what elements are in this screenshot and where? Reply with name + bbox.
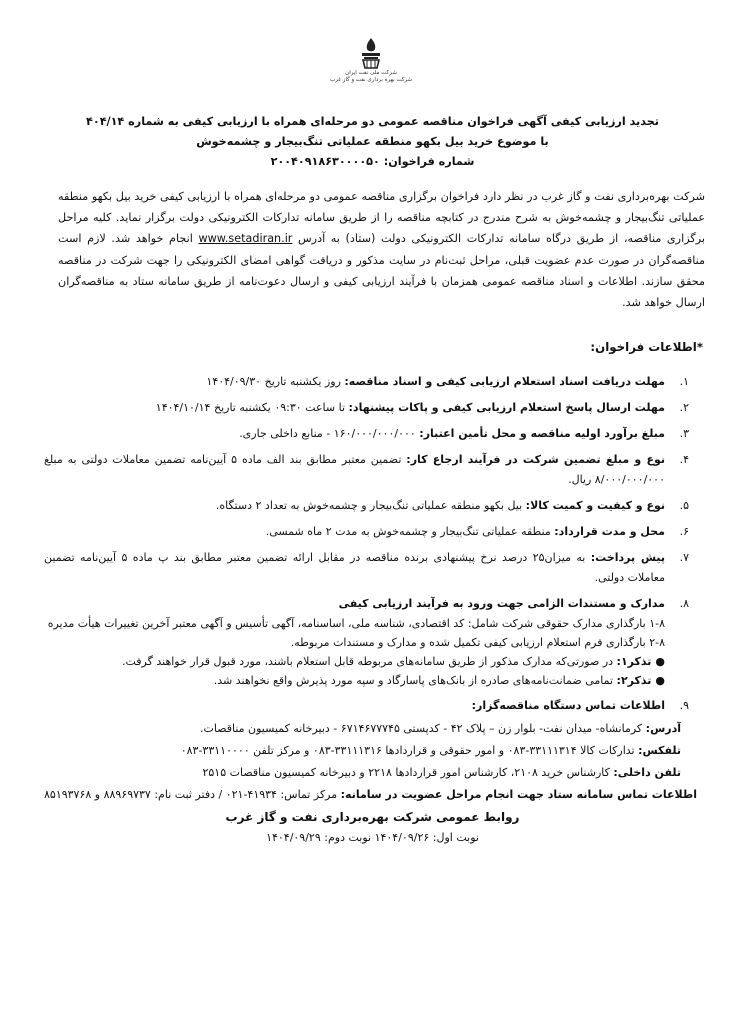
section-heading: *اطلاعات فراخوان: [590, 340, 703, 354]
title-line-2: با موضوع خرید بیل بکهو منطقه عملیاتی تنگ‌بیجار و چشمه‌خوش [196, 135, 549, 148]
item-label: نوع و کیفیت و کمیت کالا: [525, 499, 665, 512]
note-text: تمامی ضمانت‌نامه‌های صادره از بانک‌های پاسارگاد و سپه مورد پذیرش واقع نخواهند شد. [213, 674, 617, 687]
item-number: ۵. [679, 499, 689, 512]
item-number: ۸. [679, 597, 689, 610]
item-label: مهلت دریافت اسناد استعلام ارزیابی کیفی و اسناد مناقصه: [344, 375, 665, 388]
item-number: ۹. [679, 699, 689, 712]
item-number: ۲. [679, 401, 689, 414]
title-block [60, 112, 685, 172]
note-2 [44, 671, 665, 690]
list-item [44, 372, 703, 392]
item-number: ۱. [679, 375, 689, 388]
list-item [44, 398, 703, 418]
item-text: بیل بکهو منطقه عملیاتی تنگ‌بیجار و چشمه‌خوش به تعداد ۲ دستگاه. [215, 499, 526, 512]
title-line-1: تجدید ارزیابی کیفی آگهی فراخوان مناقصه عمومی دو مرحله‌ای همراه با ارزیابی کیفی به شماره ۴۰۴/۱۴ [86, 115, 659, 128]
item-text: ۱۶۰/۰۰۰/۰۰۰/۰۰۰ - منابع داخلی جاری. [239, 427, 420, 440]
list-item [44, 594, 703, 614]
item-number: ۶. [679, 525, 689, 538]
list-item [44, 424, 703, 444]
item-text: روز یکشنبه تاریخ ۱۴۰۴/۰۹/۳۰ [206, 375, 345, 388]
contact-heading: اطلاعات تماس دستگاه مناقصه‌گزار: [471, 699, 665, 712]
item-text: به میزان۲۵ درصد نرخ پیشنهادی برنده مناقصه در مقابل ارائه تضمین معتبر مطابق بند پ ماده ۵ آیین‌نامه تضمین معاملات دولتی. [44, 551, 665, 584]
item-label: مهلت ارسال پاسخ استعلام ارزیابی کیفی و پاکات پیشنهاد: [348, 401, 665, 414]
setad-website-link[interactable]: www.setadiran.ir [198, 232, 293, 246]
contact-phone: تلفکس: تدارکات کالا ۳۳۱۱۱۳۱۴-۰۸۳ و امور حقوقی و قراردادها ۳۳۱۱۱۳۱۶-۰۸۳ و مرکز تلفن ۳۳۱۱۰۰۰۰-۰۸۳ [180, 744, 681, 757]
item-label: نوع و مبلغ تضمین شرکت در فرآیند ارجاع کار: [406, 453, 665, 466]
list-item [44, 496, 703, 516]
publication-dates: نوبت اول: ۱۴۰۴/۰۹/۲۶ نوبت دوم: ۱۴۰۴/۰۹/۲۹ [266, 831, 479, 844]
item-number: ۳. [679, 427, 689, 440]
list-item [44, 696, 703, 716]
portal-contact: اطلاعات تماس سامانه ستاد جهت انجام مراحل عضویت در سامانه: مرکز تماس: ۴۱۹۳۴-۰۲۱ / دفتر ثبت نام: ۸۸۹۶۹۷۳۷ و ۸۵۱۹۳۷۶۸ [44, 788, 697, 801]
note-1 [44, 652, 665, 671]
item-text: منطقه عملیاتی تنگ‌بیجار و چشمه‌خوش به مدت ۲ ماه شمسی. [265, 525, 555, 538]
list-item [44, 450, 703, 490]
intro-text-2: انجام خواهد شد. لازم است مناقصه‌گران در صورت عدم عضویت قبلی، مراحل ثبت‌نام در سایت مذکور و دریافت گواهی امضای الکترونیکی را جهت شرکت در مناقصه محقق سازند. اطلاعات و اسناد مناقصه عمومی همزمان با فرآیند ارزیابی کیفی و ارسال دعوت‌نامه از طریق سامانه ستاد به مناقصه‌گران ارسال خواهد شد. [58, 232, 705, 310]
bullet-icon: ● [655, 674, 665, 687]
doc-requirement-1: ۱-۸ بارگذاری مدارک حقوقی شرکت شامل: کد اقتصادی، شناسه ملی، اساسنامه، آگهی تأسیس و آگهی معتبر آخرین تغییرات هیأت مدیره [47, 617, 665, 630]
logo-line-1: شرکت ملی نفت ایران [345, 70, 397, 76]
doc-requirement-2: ۲-۸ بارگذاری فرم استعلام ارزیابی کیفی تکمیل شده و مدارک و مستندات مربوطه. [290, 636, 665, 649]
call-number: شماره فراخوان: ۲۰۰۴۰۹۱۸۶۳۰۰۰۰۵۰ [270, 155, 475, 168]
list-item [44, 548, 703, 588]
info-list [44, 372, 703, 805]
item-text: تضمین معتبر مطابق بند الف ماده ۵ آیین‌نامه تضمین معاملات دولتی به مبلغ ۸/۰۰۰/۰۰۰/۰۰۰ ریال. [44, 453, 665, 486]
contact-extension: تلفن داخلی: کارشناس خرید ۲۱۰۸، کارشناس امور قراردادها ۲۲۱۸ و دبیرخانه کمیسیون مناقصات ۲۵۱۵ [202, 766, 681, 779]
intro-text-1: شرکت بهره‌برداری نفت و گاز غرب در نظر دارد فراخوان برگزاری مناقصه عمومی دو مرحله‌ای همراه با ارزیابی کیفی خرید بیل بکهو منطقه عملیاتی تنگ‌بیجار و چشمه‌خوش به شرح مندرج در کتابچه مناقصه را از طریق سامانه تدارکات الکترونیکی دولت برگزار نماید. کلیه مراحل برگزاری مناقصه، از طریق درگاه سامانه تدارکات الکترونیکی دولت (ستاد) به آدرس [58, 190, 705, 246]
item-label: مبلغ برآورد اولیه مناقصه و محل تأمین اعتبار: [419, 427, 665, 440]
note-label: تذکر۱: [616, 655, 652, 668]
item-label: محل و مدت قرارداد: [554, 525, 665, 538]
note-label: تذکر۲: [616, 674, 652, 687]
bullet-icon: ● [655, 655, 665, 668]
logo-line-2: شرکت بهره برداری نفت و گاز غرب [329, 77, 413, 83]
footer-organization: روابط عمومی شرکت بهره‌برداری نفت و گاز غرب [225, 810, 520, 824]
item-label: مدارک و مستندات الزامی جهت ورود به فرآیند ارزیابی کیفی [338, 597, 665, 610]
item-number: ۴. [679, 453, 689, 466]
note-text: در صورتی‌که مدارک مذکور از طریق سامانه‌های مربوطه قابل استعلام باشند، مورد قبول قرار خواهند گرفت. [122, 655, 617, 668]
footer [60, 806, 685, 848]
intro-paragraph [58, 186, 705, 313]
item-number: ۷. [679, 551, 689, 564]
list-item [44, 522, 703, 542]
contact-address: آدرس: کرمانشاه- میدان نفت- بلوار زن – پلاک ۴۲ - کدپستی ۶۷۱۴۶۷۷۷۴۵ - دبیرخانه کمیسیون مناقصات. [199, 722, 681, 735]
oil-company-emblem-icon [356, 36, 386, 70]
item-label: پیش پرداخت: [590, 551, 665, 564]
item-text: تا ساعت ۰۹:۳۰ یکشنبه تاریخ ۱۴۰۴/۱۰/۱۴ [155, 401, 349, 414]
company-logo [316, 36, 426, 84]
